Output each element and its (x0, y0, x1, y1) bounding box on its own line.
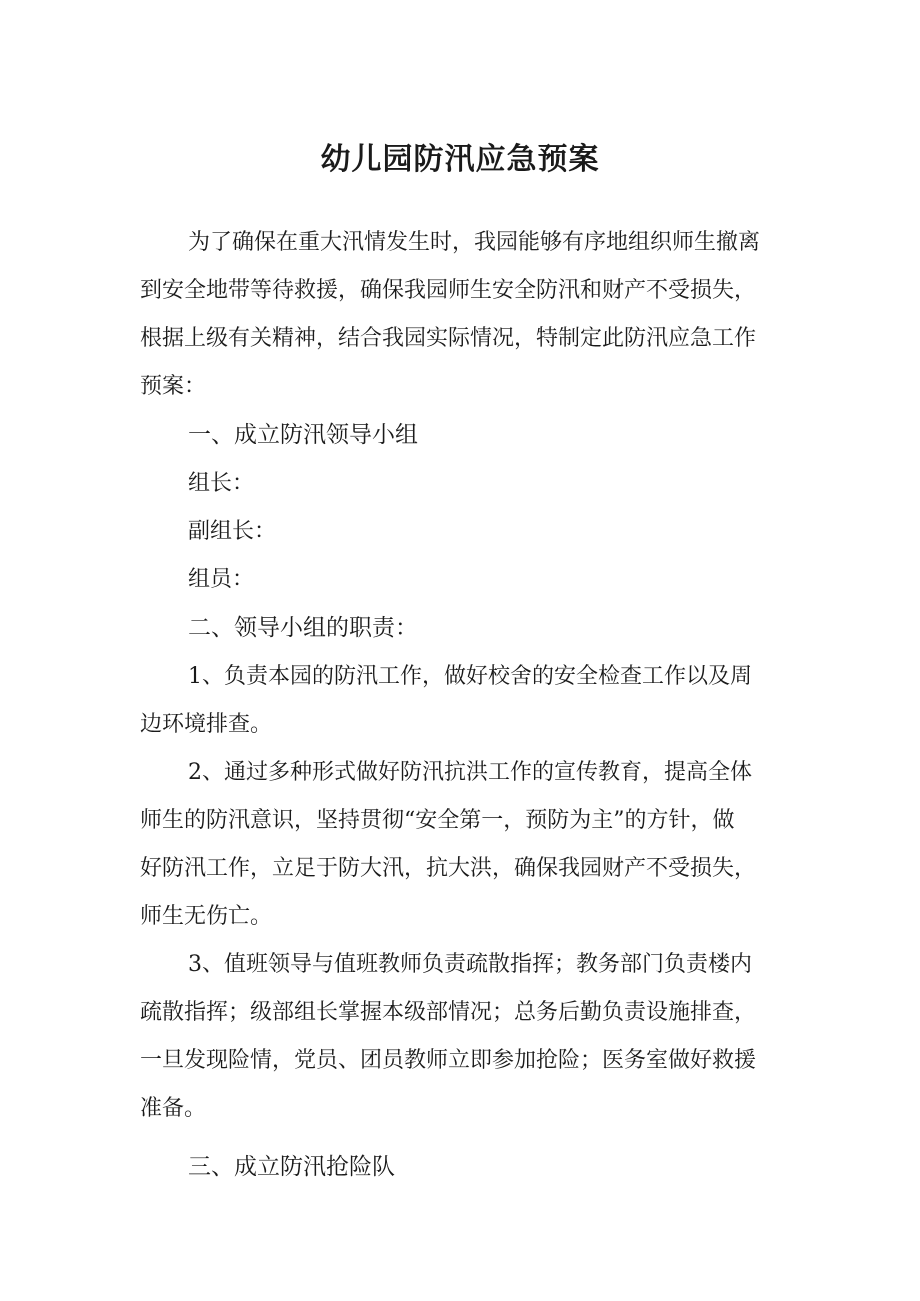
deputy-leader-line: 副组长： (188, 519, 277, 544)
section3-heading: 三、成立防汛抢险队 (188, 1154, 395, 1180)
duty-item-3-line-2: 疏散指挥；级部组长掌握本级部情况；总务后勤负责设施排查， (140, 1000, 757, 1025)
intro-paragraph (140, 219, 790, 411)
duty-item-2-line-2: 师生的防汛意识，坚持贯彻“安全第一，预防为主”的方针，做 (140, 808, 735, 833)
leader-line: 组长： (188, 471, 255, 496)
members-line: 组员： (188, 567, 255, 592)
duty-item-2-line-3: 好防汛工作，立足于防大汛，抗大洪，确保我园财产不受损失， (140, 856, 757, 881)
intro-line-3: 根据上级有关精神，结合我园实际情况，特制定此防汛应急工作 (140, 326, 757, 351)
duty-item-2-line-1: 2、通过多种形式做好防汛抗洪工作的宣传教育，提高全体 (188, 760, 752, 785)
duty-item-3-line-4: 准备。 (140, 1096, 207, 1121)
duty-item-3-line-1: 3、值班领导与值班教师负责疏散指挥；教务部门负责楼内 (188, 952, 752, 977)
intro-line-4: 预案： (140, 374, 207, 399)
duty-item-2 (140, 749, 790, 941)
section1-heading: 一、成立防汛领导小组 (188, 422, 418, 448)
intro-line-2: 到安全地带等待救援，确保我园师生安全防汛和财产不受损失， (140, 278, 757, 303)
duty-item-3 (140, 941, 790, 1133)
duty-item-1-line-1: 1、负责本园的防汛工作，做好校舍的安全检查工作以及周 (188, 664, 752, 689)
duty-item-1-line-2: 边环境排查。 (140, 712, 273, 737)
section2-heading: 二、领导小组的职责： (188, 615, 418, 641)
duty-item-1 (140, 653, 790, 749)
duty-item-2-line-4: 师生无伤亡。 (140, 904, 273, 929)
intro-line-1: 为了确保在重大汛情发生时，我园能够有序地组织师生撤离 (188, 230, 761, 255)
duty-item-3-line-3: 一旦发现险情，党员、团员教师立即参加抢险；医务室做好救援 (140, 1048, 757, 1073)
document-title: 幼儿园防汛应急预案 (320, 142, 600, 177)
